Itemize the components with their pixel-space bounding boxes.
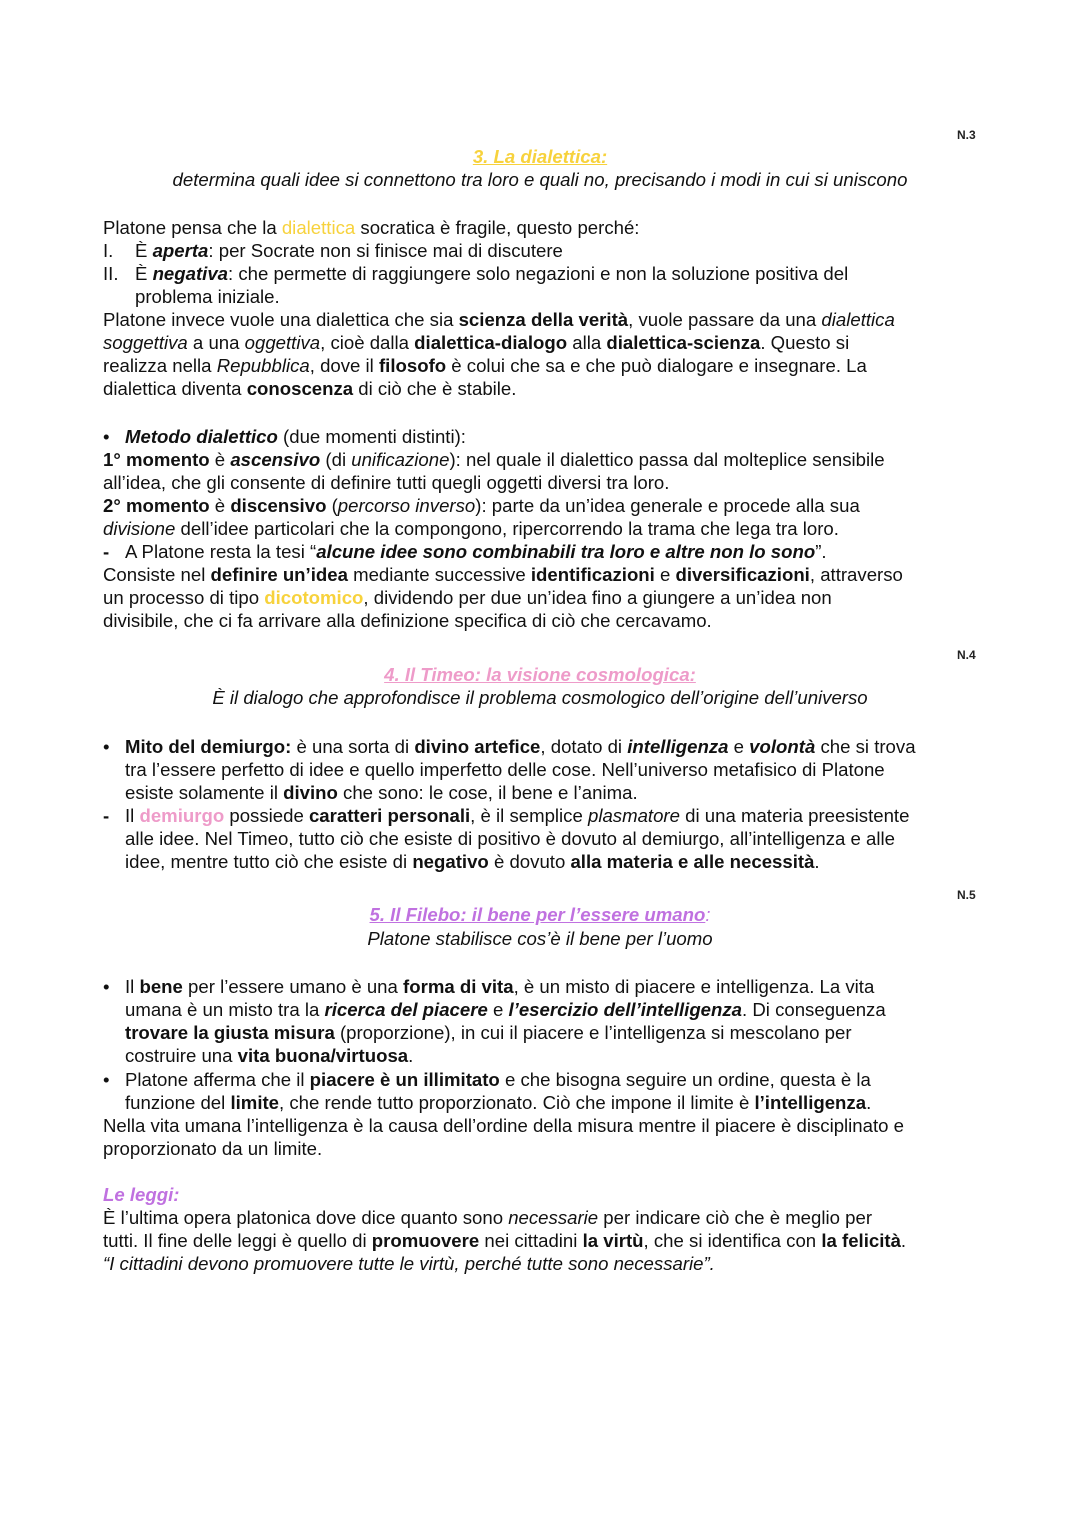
list-item-negativa bbox=[103, 262, 119, 285]
paragraph-line: esiste solamente il divino che sono: le cose, il bene e l’anima. bbox=[125, 782, 638, 803]
section-title-dialettica: 3. La dialettica: bbox=[472, 146, 608, 167]
highlight-dicotomico: dicotomico bbox=[264, 587, 364, 608]
section-title-leggi: Le leggi: bbox=[103, 1184, 180, 1205]
paragraph-line: proporzionato da un limite. bbox=[103, 1138, 323, 1159]
paragraph-line: realizza nella Repubblica, dove il filosofo è colui che sa e che può dialogare e insegnare. La bbox=[103, 355, 867, 376]
paragraph-line: alle idee. Nel Timeo, tutto ciò che esiste di positivo è dovuto al demiurgo, all’intelligenza e alle bbox=[125, 828, 896, 849]
paragraph-line: tutti. Il fine delle leggi è quello di promuovere nei cittadini la virtù, che si identifica con la felicità. bbox=[103, 1230, 907, 1251]
paragraph-line: divisione dell’idee particolari che la compongono, ripercorrendo la trama che lega tra loro. bbox=[103, 518, 839, 539]
paragraph-line: Mito del demiurgo: è una sorta di divino artefice, dotato di intelligenza e volontà che si trova bbox=[125, 736, 916, 757]
bullet-mark: • bbox=[103, 426, 110, 447]
paragraph-line: all’idea, che gli consente di definire tutti quegli oggetti diversi tra loro. bbox=[103, 472, 670, 493]
metodo-heading: Metodo dialettico (due momenti distinti): bbox=[125, 426, 466, 447]
paragraph-line: Platone invece vuole una dialettica che sia scienza della verità, vuole passare da una dialettica bbox=[103, 309, 895, 330]
paragraph-line: 2° momento è discensivo (percorso inverso): parte da un’idea generale e procede alla sua bbox=[103, 495, 860, 516]
list-item-aperta bbox=[103, 239, 113, 262]
bullet-demiurgo bbox=[103, 735, 110, 758]
highlight-dialettica: dialettica bbox=[281, 217, 356, 238]
paragraph-line: divisibile, che ci fa arrivare alla definizione specifica di ciò che cercavamo. bbox=[103, 610, 712, 631]
section-subtitle-dialettica: determina quali idee si connettono tra loro e quali no, precisando i modi in cui si uniscono bbox=[172, 169, 908, 190]
paragraph-line: Il bene per l’essere umano è una forma di vita, è un misto di piacere e intelligenza. La vita bbox=[125, 976, 875, 997]
bullet-mark: • bbox=[103, 1069, 110, 1090]
paragraph-line: Platone afferma che il piacere è un illimitato e che bisogna seguire un ordine, questa è la bbox=[125, 1069, 871, 1090]
list-text-negativa-cont: problema iniziale. bbox=[135, 286, 280, 307]
paragraph-line: Consiste nel definire un’idea mediante successive identificazioni e diversificazioni, attraverso bbox=[103, 564, 903, 585]
paragraph-line: costruire una vita buona/virtuosa. bbox=[125, 1045, 414, 1066]
paragraph-line: funzione del limite, che rende tutto proporzionato. Ciò che impone il limite è l’intelligenza. bbox=[125, 1092, 872, 1113]
dash-tesi bbox=[103, 540, 109, 563]
quote-line: “I cittadini devono promuovere tutte le virtù, perché tutte sono necessarie”. bbox=[103, 1253, 715, 1274]
list-text-negativa: È negativa: che permette di raggiungere solo negazioni e non la soluzione positiva del bbox=[135, 263, 849, 284]
tesi-text: A Platone resta la tesi “alcune idee sono combinabili tra loro e altre non lo sono”. bbox=[125, 541, 827, 562]
page-tag-n5: N.5 bbox=[957, 888, 976, 902]
paragraph-line: un processo di tipo dicotomico, dividendo per due un’idea fino a giungere a un’idea non bbox=[103, 587, 832, 608]
bullet-bene bbox=[103, 975, 110, 998]
paragraph-line: Nella vita umana l’intelligenza è la causa dell’ordine della misura mentre il piacere è disciplinato e bbox=[103, 1115, 904, 1136]
page-tag-n4: N.4 bbox=[957, 648, 976, 662]
section-title-filebo: 5. Il Filebo: il bene per l’essere umano: bbox=[369, 904, 711, 925]
paragraph-line: Il demiurgo possiede caratteri personali, è il semplice plasmatore di una materia preesistente bbox=[125, 805, 910, 826]
dash-mark: - bbox=[103, 541, 110, 562]
dash-demiurgo bbox=[103, 804, 109, 827]
paragraph-line: tra l’essere perfetto di idee e quello imperfetto delle cose. Nell’universo metafisico di Platone bbox=[125, 759, 885, 780]
paragraph-line: È l’ultima opera platonica dove dice quanto sono necessarie per indicare ciò che è meglio per bbox=[103, 1207, 873, 1228]
paragraph-line: trovare la giusta misura (proporzione), in cui il piacere e l’intelligenza si mescolano per bbox=[125, 1022, 852, 1043]
roman-marker: II. bbox=[103, 263, 119, 284]
paragraph-line: idee, mentre tutto ciò che esiste di negativo è dovuto alla materia e alle necessità. bbox=[125, 851, 820, 872]
highlight-demiurgo: demiurgo bbox=[139, 805, 225, 826]
paragraph-line: Platone pensa che la dialettica socratica è fragile, questo perché: bbox=[103, 217, 640, 238]
page-tag-n3: N.3 bbox=[957, 128, 976, 142]
dash-mark: - bbox=[103, 805, 110, 826]
bullet-metodo bbox=[103, 425, 110, 448]
bullet-mark: • bbox=[103, 976, 110, 997]
paragraph-line: soggettiva a una oggettiva, cioè dalla dialettica-dialogo alla dialettica-scienza. Questo si bbox=[103, 332, 850, 353]
section-subtitle-timeo: È il dialogo che approfondisce il problema cosmologico dell’origine dell’universo bbox=[212, 687, 868, 708]
paragraph-line: dialettica diventa conoscenza di ciò che è stabile. bbox=[103, 378, 517, 399]
section-title-timeo: 4. Il Timeo: la visione cosmologica: bbox=[384, 664, 696, 685]
bullet-mark: • bbox=[103, 736, 110, 757]
paragraph-line: 1° momento è ascensivo (di unificazione): nel quale il dialettico passa dal molteplice sensibile bbox=[103, 449, 885, 470]
list-text-aperta: È aperta: per Socrate non si finisce mai di discutere bbox=[135, 240, 563, 261]
section-subtitle-filebo: Platone stabilisce cos’è il bene per l’uomo bbox=[367, 928, 713, 949]
paragraph-line: umana è un misto tra la ricerca del piacere e l’esercizio dell’intelligenza. Di conseguenza bbox=[125, 999, 886, 1020]
bullet-piacere bbox=[103, 1068, 110, 1091]
roman-marker: I. bbox=[103, 240, 114, 261]
